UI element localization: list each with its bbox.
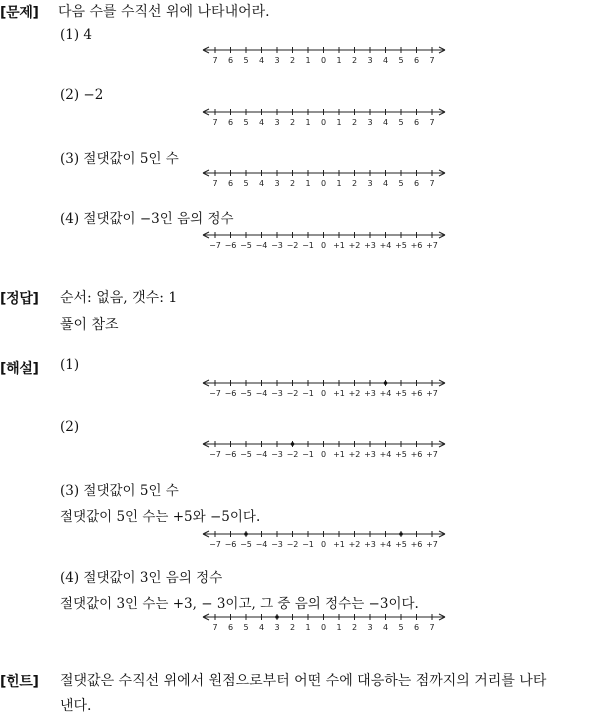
tick-label: +5: [395, 389, 407, 398]
solution-item-4-detail: 절댓값이 3인 수는 +3, − 3이고, 그 중 음의 정수는 −3이다.: [60, 596, 419, 612]
tick-label: 2: [351, 118, 358, 127]
tick-label: 6: [227, 56, 234, 65]
tick-label: +1: [333, 389, 345, 398]
problem-item-1-label: (1) 4: [60, 27, 93, 43]
tick-label: +5: [395, 241, 407, 250]
tick-label: −3: [271, 389, 283, 398]
tick-label: +4: [379, 241, 392, 250]
tick-label: −6: [224, 389, 237, 398]
tick-label: −1: [302, 241, 314, 250]
tick-label: −2: [286, 450, 299, 459]
tick-label: −5: [240, 450, 252, 459]
solution-number-line-3: [200, 528, 450, 554]
problem-item-4-label: (4) 절댓값이 −3인 음의 정수: [60, 211, 234, 227]
tick-label: −1: [302, 389, 314, 398]
tick-label: +1: [333, 241, 345, 250]
tick-label: 4: [382, 56, 389, 65]
solution-tag: [해설]: [0, 361, 39, 377]
plotted-point: [384, 381, 388, 385]
problem-number-line-4: [200, 229, 450, 255]
tick-label: 5: [398, 179, 404, 188]
tick-label: −7: [209, 540, 221, 549]
tick-label: 5: [243, 118, 249, 127]
tick-label: 7: [212, 56, 218, 65]
tick-label: 5: [398, 623, 404, 632]
tick-label: 4: [258, 623, 265, 632]
tick-label: 6: [227, 118, 234, 127]
tick-label: 3: [274, 118, 280, 127]
tick-label: 7: [429, 623, 435, 632]
tick-label: 4: [382, 623, 389, 632]
tick-label: +2: [348, 450, 361, 459]
tick-label: +6: [410, 450, 423, 459]
answer-line-2: 풀이 참조: [60, 317, 119, 333]
tick-label: 4: [382, 118, 389, 127]
tick-label: 4: [258, 179, 265, 188]
solution-item-1-label: (1): [60, 357, 80, 373]
problem-number-line-1: [200, 44, 450, 70]
tick-label: 2: [289, 56, 296, 65]
tick-label: 0: [320, 118, 327, 127]
tick-label: −2: [286, 540, 299, 549]
problem-number-line-2: [200, 106, 450, 132]
tick-label: 1: [336, 179, 342, 188]
tick-label: 6: [227, 179, 234, 188]
hint-line-1: 절댓값은 수직선 위에서 원점으로부터 어떤 수에 대응하는 점까지의 거리를 나타: [60, 673, 547, 689]
tick-label: +4: [379, 389, 392, 398]
solution-item-4-label: (4) 절댓값이 3인 음의 정수: [60, 570, 223, 586]
plotted-point: [291, 442, 295, 446]
hint-tag: [힌트]: [0, 674, 39, 690]
tick-label: 0: [320, 540, 327, 549]
tick-label: 4: [258, 56, 265, 65]
tick-label: 7: [429, 118, 435, 127]
tick-label: +1: [333, 540, 345, 549]
tick-label: 0: [320, 56, 327, 65]
tick-label: −1: [302, 540, 314, 549]
tick-label: −2: [286, 389, 299, 398]
tick-label: 6: [413, 56, 420, 65]
tick-label: 3: [274, 179, 280, 188]
solution-number-line-4: [200, 611, 450, 637]
tick-label: −3: [271, 540, 283, 549]
tick-label: +7: [426, 540, 438, 549]
tick-label: 1: [336, 118, 342, 127]
tick-label: 3: [274, 56, 280, 65]
tick-label: 7: [429, 179, 435, 188]
tick-label: 7: [212, 623, 218, 632]
tick-label: 5: [243, 623, 249, 632]
tick-label: −6: [224, 450, 237, 459]
tick-label: 2: [351, 623, 358, 632]
plotted-point: [275, 615, 279, 619]
tick-label: 5: [398, 56, 404, 65]
tick-label: 7: [429, 56, 435, 65]
tick-label: 4: [258, 118, 265, 127]
tick-label: 5: [398, 118, 404, 127]
tick-label: 1: [305, 179, 311, 188]
problem-tag: [문제]: [0, 5, 39, 21]
tick-label: +1: [333, 450, 345, 459]
tick-label: 2: [351, 179, 358, 188]
tick-label: 7: [212, 118, 218, 127]
tick-label: 1: [305, 118, 311, 127]
tick-label: −4: [255, 241, 268, 250]
tick-label: +6: [410, 389, 423, 398]
tick-label: −5: [240, 389, 252, 398]
tick-label: +7: [426, 450, 438, 459]
tick-label: +3: [364, 540, 376, 549]
tick-label: 4: [382, 179, 389, 188]
tick-label: +5: [395, 540, 407, 549]
tick-label: 0: [320, 179, 327, 188]
problem-item-3-label: (3) 절댓값이 5인 수: [60, 151, 179, 167]
tick-label: 6: [227, 623, 234, 632]
problem-instruction: 다음 수를 수직선 위에 나타내어라.: [58, 4, 270, 20]
tick-label: 3: [274, 623, 280, 632]
tick-label: 6: [413, 623, 420, 632]
tick-label: 3: [367, 179, 373, 188]
tick-label: −6: [224, 540, 237, 549]
tick-label: 1: [305, 623, 311, 632]
tick-label: +6: [410, 540, 423, 549]
tick-label: 0: [320, 389, 327, 398]
tick-label: 2: [351, 56, 358, 65]
tick-label: +3: [364, 389, 376, 398]
tick-label: 7: [212, 179, 218, 188]
tick-label: +2: [348, 540, 361, 549]
solution-number-line-1: [200, 377, 450, 403]
tick-label: +5: [395, 450, 407, 459]
tick-label: +6: [410, 241, 423, 250]
tick-label: 5: [243, 179, 249, 188]
tick-label: 0: [320, 450, 327, 459]
hint-line-2: 낸다.: [60, 698, 92, 714]
tick-label: 3: [367, 56, 373, 65]
tick-label: 1: [336, 623, 342, 632]
tick-label: −3: [271, 241, 283, 250]
tick-label: 0: [320, 241, 327, 250]
tick-label: −4: [255, 450, 268, 459]
tick-label: +4: [379, 450, 392, 459]
tick-label: 5: [243, 56, 249, 65]
solution-item-2-label: (2): [60, 419, 80, 435]
tick-label: 1: [305, 56, 311, 65]
answer-line-1: 순서: 없음, 갯수: 1: [60, 290, 178, 306]
tick-label: 3: [367, 623, 373, 632]
tick-label: +2: [348, 241, 361, 250]
tick-label: +3: [364, 450, 376, 459]
tick-label: −6: [224, 241, 237, 250]
tick-label: −4: [255, 389, 268, 398]
tick-label: 3: [367, 118, 373, 127]
solution-number-line-2: [200, 438, 450, 464]
plotted-point: [244, 532, 248, 536]
solution-item-3-label: (3) 절댓값이 5인 수: [60, 483, 179, 499]
answer-tag: [정답]: [0, 291, 39, 307]
tick-label: −7: [209, 450, 221, 459]
tick-label: −3: [271, 450, 283, 459]
tick-label: −5: [240, 540, 252, 549]
tick-label: 2: [289, 118, 296, 127]
tick-label: 6: [413, 118, 420, 127]
tick-label: −2: [286, 241, 299, 250]
tick-label: +4: [379, 540, 392, 549]
tick-label: +2: [348, 389, 361, 398]
tick-label: +7: [426, 241, 438, 250]
problem-item-2-label: (2) −2: [60, 87, 104, 103]
tick-label: 6: [413, 179, 420, 188]
tick-label: +7: [426, 389, 438, 398]
tick-label: 2: [289, 179, 296, 188]
problem-number-line-3: [200, 167, 450, 193]
tick-label: −7: [209, 389, 221, 398]
tick-label: −1: [302, 450, 314, 459]
tick-label: 1: [336, 56, 342, 65]
tick-label: −4: [255, 540, 268, 549]
tick-label: −7: [209, 241, 221, 250]
tick-label: −5: [240, 241, 252, 250]
tick-label: 0: [320, 623, 327, 632]
solution-item-3-detail: 절댓값이 5인 수는 +5와 −5이다.: [60, 509, 261, 525]
tick-label: 2: [289, 623, 296, 632]
tick-label: +3: [364, 241, 376, 250]
plotted-point: [399, 532, 403, 536]
